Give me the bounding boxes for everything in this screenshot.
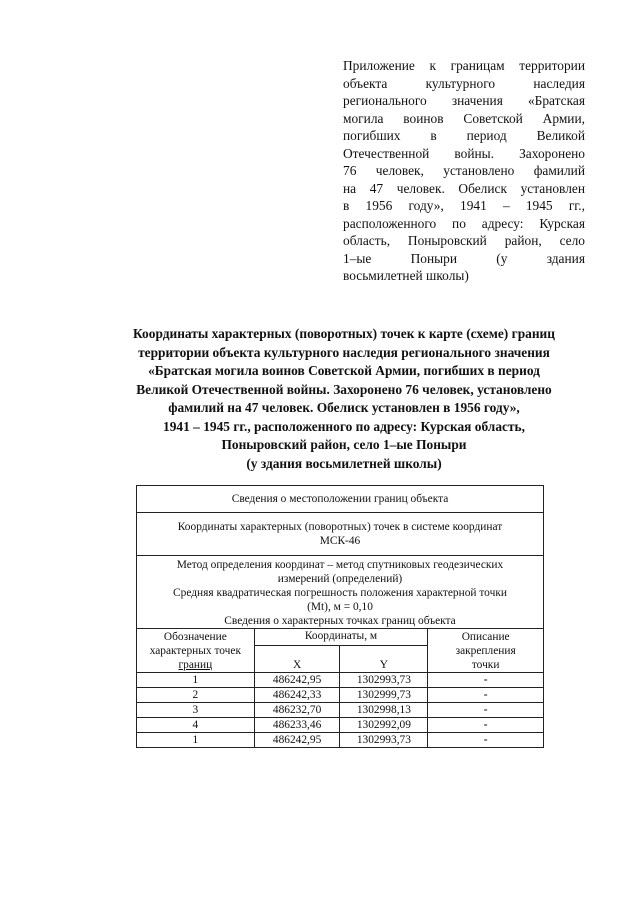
table-row (137, 718, 544, 733)
point-id: 2 (137, 688, 255, 703)
method-text: Метод определения координат – метод спутниковых геодезических (176, 559, 504, 571)
coord-y: 1302993,73 (340, 673, 428, 688)
points-info-title: Сведения о характерных точках границ объекта (224, 615, 456, 627)
coord-x: 486232,70 (254, 703, 340, 718)
appendix-line: Приложение к границам территории (343, 58, 585, 73)
title-line: территории объекта культурного наследия регионального значения (138, 344, 550, 360)
appendix-line: расположенного по адресу: Курская (343, 215, 585, 231)
table-row (137, 688, 544, 703)
title-line: Поныровский район, село 1–ые Поныри (221, 437, 467, 452)
point-description: - (428, 673, 544, 688)
point-id: 1 (137, 733, 255, 748)
header-text: Обозначение (163, 630, 227, 643)
appendix-line: объекта культурного наследия (343, 75, 585, 91)
header-text: границ (178, 658, 213, 671)
table-row (137, 703, 544, 718)
coord-y: 1302999,73 (340, 688, 428, 703)
col-header-designation (137, 629, 255, 673)
appendix-line: 76 человек, установлено фамилий (343, 163, 585, 178)
appendix-line: область, Поныровский район, село (343, 233, 585, 248)
col-header-x: X (254, 646, 340, 673)
title-line: 1941 – 1945 гг., расположенного по адресу: Курская область, (163, 418, 525, 434)
document-title (84, 325, 604, 473)
coord-x: 486242,95 (254, 733, 340, 748)
point-id: 4 (137, 718, 255, 733)
method-text: измерений (определений) (277, 573, 403, 585)
appendix-line: в 1956 году», 1941 – 1945 гг., (343, 198, 585, 213)
coordinate-system-text: Координаты характерных (поворотных) точек в системе координат (177, 521, 503, 533)
appendix-line: на 47 человек. Обелиск установлен (343, 180, 585, 196)
point-description: - (428, 733, 544, 748)
appendix-line: 1–ые Поныри (у здания (343, 250, 585, 266)
coordinates-table (136, 485, 544, 748)
coord-y: 1302998,13 (340, 703, 428, 718)
title-line: фамилий на 47 человек. Обелиск установлен в 1956 году», (168, 400, 520, 415)
point-description: - (428, 703, 544, 718)
coord-x: 486242,33 (254, 688, 340, 703)
title-line: Координаты характерных (поворотных) точек к карте (схеме) границ (133, 326, 555, 341)
col-header-coordinates: Координаты, м (254, 629, 428, 646)
method-cell (137, 556, 544, 629)
appendix-line: восьмилетней школы) (343, 268, 469, 283)
coordinate-system-cell (137, 513, 544, 556)
table-row (137, 733, 544, 748)
table-row (137, 673, 544, 688)
header-text: закрепления (455, 644, 516, 657)
header-text: Описание (461, 630, 510, 643)
accuracy-text: Средняя квадратическая погрешность положения характерной точки (173, 587, 507, 599)
title-line: Великой Отечественной войны. Захоронено 76 человек, установлено (136, 381, 552, 397)
coord-y: 1302993,73 (340, 733, 428, 748)
appendix-line: регионального значения «Братская (343, 93, 585, 108)
point-id: 3 (137, 703, 255, 718)
appendix-note (343, 57, 585, 285)
point-id: 1 (137, 673, 255, 688)
point-description: - (428, 718, 544, 733)
boundary-info-title: Сведения о местоположении границ объекта (137, 486, 544, 513)
point-description: - (428, 688, 544, 703)
appendix-line: погибших в период Великой (343, 128, 585, 143)
header-text: точки (471, 658, 500, 671)
title-line: «Братская могила воинов Советской Армии, погибших в период (148, 363, 540, 378)
appendix-line: могила воинов Советской Армии, (343, 110, 585, 126)
appendix-line: Отечественной войны. Захоронено (343, 145, 585, 161)
coord-x: 486233,46 (254, 718, 340, 733)
col-header-description (428, 629, 544, 673)
col-header-y: Y (340, 646, 428, 673)
header-text: характерных точек (149, 644, 241, 657)
coordinate-system-name: МСК-46 (319, 535, 361, 547)
coord-x: 486242,95 (254, 673, 340, 688)
title-line: (у здания восьмилетней школы) (246, 455, 442, 471)
accuracy-value: (Mt), м = 0,10 (307, 601, 373, 613)
coord-y: 1302992,09 (340, 718, 428, 733)
